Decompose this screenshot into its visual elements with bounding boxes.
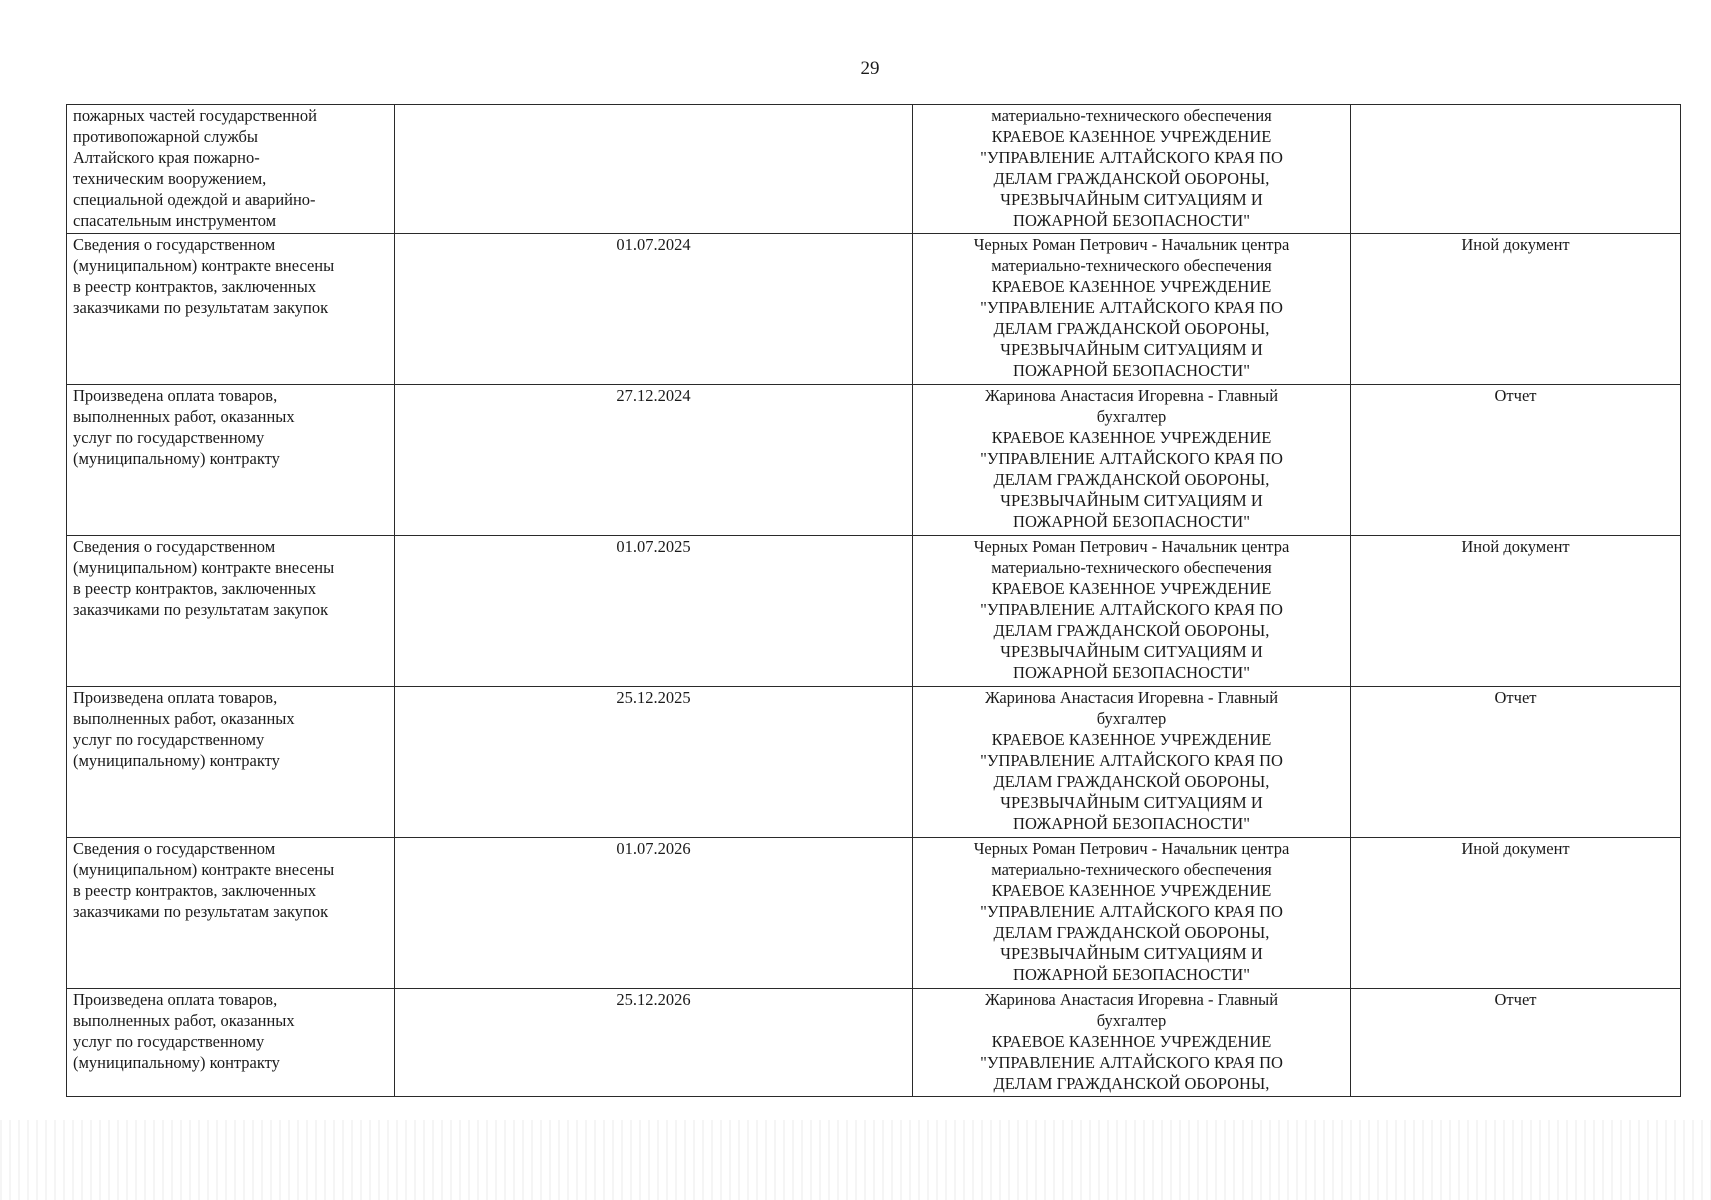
document-cell: Иной документ bbox=[1351, 234, 1681, 385]
responsible-cell: Жаринова Анастасия Игоревна - Главный бухгалтер КРАЕВОЕ КАЗЕННОЕ УЧРЕЖДЕНИЕ "УПРАВЛЕНИЕ АЛТАЙСКОГО КРАЯ ПО ДЕЛАМ ГРАЖДАНСКОЙ ОБОРОНЫ, ЧРЕЗВЫЧАЙНЫМ СИТУАЦИЯМ И ПОЖАРНОЙ БЕЗОПАСНОСТИ" bbox=[913, 385, 1351, 536]
document-cell: Отчет bbox=[1351, 687, 1681, 838]
event-cell: Произведена оплата товаров, выполненных работ, оказанных услуг по государственному (муниципальному) контракту bbox=[67, 385, 395, 536]
event-cell: пожарных частей государственной противопожарной службы Алтайского края пожарно- техническим вооружением, специальной одеждой и аварийно- спасательным инструментом bbox=[67, 105, 395, 234]
table-row bbox=[67, 385, 1681, 536]
responsible-cell: Жаринова Анастасия Игоревна - Главный бухгалтер КРАЕВОЕ КАЗЕННОЕ УЧРЕЖДЕНИЕ "УПРАВЛЕНИЕ АЛТАЙСКОГО КРАЯ ПО ДЕЛАМ ГРАЖДАНСКОЙ ОБОРОНЫ, bbox=[913, 989, 1351, 1097]
date-cell: 25.12.2026 bbox=[395, 989, 913, 1097]
document-cell: Отчет bbox=[1351, 385, 1681, 536]
table-row bbox=[67, 838, 1681, 989]
date-cell: 01.07.2024 bbox=[395, 234, 913, 385]
table-row bbox=[67, 536, 1681, 687]
event-cell: Сведения о государственном (муниципальном) контракте внесены в реестр контрактов, заключенных заказчиками по результатам закупок bbox=[67, 838, 395, 989]
page-number: 29 bbox=[860, 58, 880, 79]
event-cell: Произведена оплата товаров, выполненных работ, оказанных услуг по государственному (муниципальному) контракту bbox=[67, 989, 395, 1097]
date-cell bbox=[395, 105, 913, 234]
event-cell: Произведена оплата товаров, выполненных работ, оказанных услуг по государственному (муниципальному) контракту bbox=[67, 687, 395, 838]
date-cell: 01.07.2025 bbox=[395, 536, 913, 687]
event-cell: Сведения о государственном (муниципальном) контракте внесены в реестр контрактов, заключенных заказчиками по результатам закупок bbox=[67, 234, 395, 385]
document-cell: Иной документ bbox=[1351, 838, 1681, 989]
document-cell bbox=[1351, 105, 1681, 234]
responsible-cell: материально-технического обеспечения КРАЕВОЕ КАЗЕННОЕ УЧРЕЖДЕНИЕ "УПРАВЛЕНИЕ АЛТАЙСКОГО КРАЯ ПО ДЕЛАМ ГРАЖДАНСКОЙ ОБОРОНЫ, ЧРЕЗВЫЧАЙНЫМ СИТУАЦИЯМ И ПОЖАРНОЙ БЕЗОПАСНОСТИ" bbox=[913, 105, 1351, 234]
date-cell: 27.12.2024 bbox=[395, 385, 913, 536]
responsible-cell: Черных Роман Петрович - Начальник центра материально-технического обеспечения КРАЕВОЕ КАЗЕННОЕ УЧРЕЖДЕНИЕ "УПРАВЛЕНИЕ АЛТАЙСКОГО КРАЯ ПО ДЕЛАМ ГРАЖДАНСКОЙ ОБОРОНЫ, ЧРЕЗВЫЧАЙНЫМ СИТУАЦИЯМ И ПОЖАРНОЙ БЕЗОПАСНОСТИ" bbox=[913, 838, 1351, 989]
event-cell: Сведения о государственном (муниципальном) контракте внесены в реестр контрактов, заключенных заказчиками по результатам закупок bbox=[67, 536, 395, 687]
table-row bbox=[67, 105, 1681, 234]
responsible-cell: Черных Роман Петрович - Начальник центра материально-технического обеспечения КРАЕВОЕ КАЗЕННОЕ УЧРЕЖДЕНИЕ "УПРАВЛЕНИЕ АЛТАЙСКОГО КРАЯ ПО ДЕЛАМ ГРАЖДАНСКОЙ ОБОРОНЫ, ЧРЕЗВЫЧАЙНЫМ СИТУАЦИЯМ И ПОЖАРНОЙ БЕЗОПАСНОСТИ" bbox=[913, 234, 1351, 385]
date-cell: 25.12.2025 bbox=[395, 687, 913, 838]
table-row bbox=[67, 989, 1681, 1097]
document-cell: Отчет bbox=[1351, 989, 1681, 1097]
document-cell: Иной документ bbox=[1351, 536, 1681, 687]
scan-noise bbox=[0, 1120, 1711, 1200]
schedule-table bbox=[66, 104, 1681, 1097]
responsible-cell: Черных Роман Петрович - Начальник центра материально-технического обеспечения КРАЕВОЕ КАЗЕННОЕ УЧРЕЖДЕНИЕ "УПРАВЛЕНИЕ АЛТАЙСКОГО КРАЯ ПО ДЕЛАМ ГРАЖДАНСКОЙ ОБОРОНЫ, ЧРЕЗВЫЧАЙНЫМ СИТУАЦИЯМ И ПОЖАРНОЙ БЕЗОПАСНОСТИ" bbox=[913, 536, 1351, 687]
table-row bbox=[67, 687, 1681, 838]
responsible-cell: Жаринова Анастасия Игоревна - Главный бухгалтер КРАЕВОЕ КАЗЕННОЕ УЧРЕЖДЕНИЕ "УПРАВЛЕНИЕ АЛТАЙСКОГО КРАЯ ПО ДЕЛАМ ГРАЖДАНСКОЙ ОБОРОНЫ, ЧРЕЗВЫЧАЙНЫМ СИТУАЦИЯМ И ПОЖАРНОЙ БЕЗОПАСНОСТИ" bbox=[913, 687, 1351, 838]
table-row bbox=[67, 234, 1681, 385]
date-cell: 01.07.2026 bbox=[395, 838, 913, 989]
